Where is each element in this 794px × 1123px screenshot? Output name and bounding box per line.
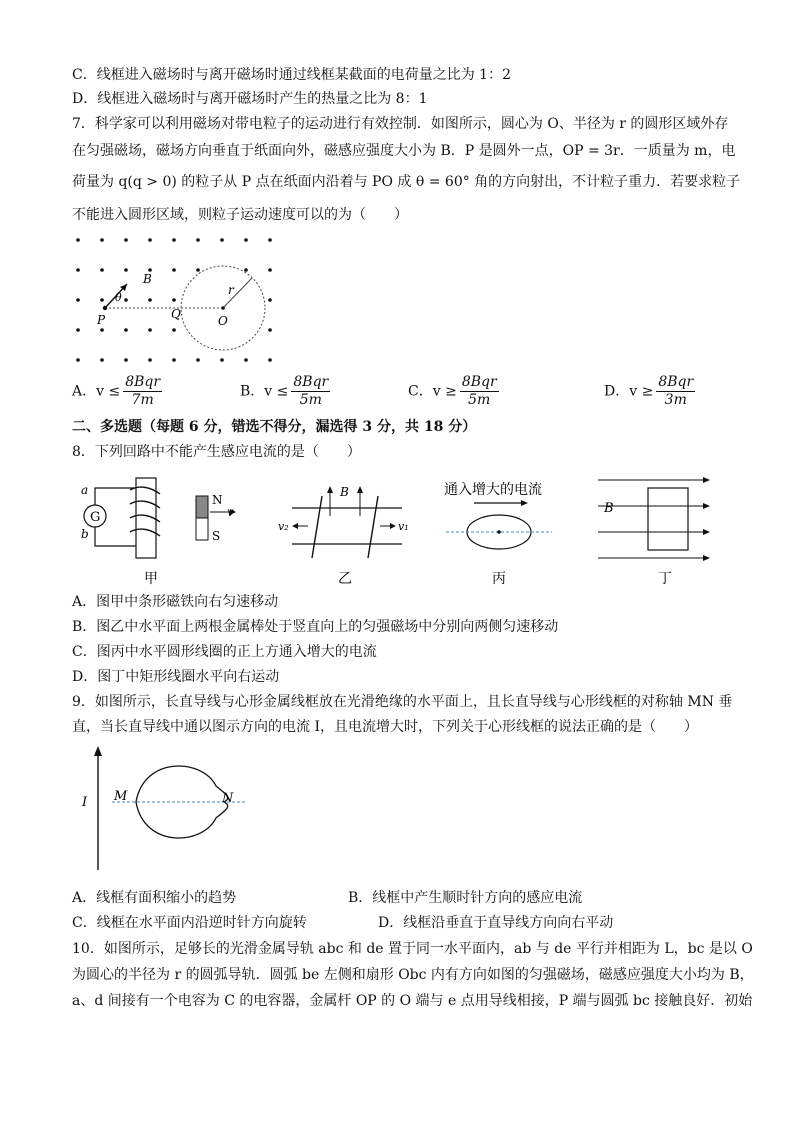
q9-option-c: C．线框在水平面内沿逆时针方向旋转 (72, 915, 307, 931)
label-P: P (97, 313, 106, 327)
label-N: N (212, 493, 223, 507)
field-dot (172, 268, 176, 272)
q10-stem-line2: 为圆心的半径为 r 的圆弧导轨．圆弧 be 左侧和扇形 Obc 内有方向如图的匀强磁场，磁感应强度大小均为 B， (72, 967, 754, 983)
q6-option-d: D．线框进入磁场时与离开磁场时产生的热量之比为 8：1 (72, 91, 428, 107)
figure-bing (444, 481, 552, 587)
q9-option-a: A．线框有面积缩小的趋势 (72, 890, 237, 906)
label-theta: θ (115, 291, 122, 304)
field-dot (148, 238, 152, 242)
field-dot (268, 268, 272, 272)
q7-c-num: 8Bqr (461, 374, 497, 390)
label-b: b (81, 527, 89, 541)
field-dot (172, 298, 176, 302)
field-dot (124, 268, 128, 272)
field-dot (124, 358, 128, 362)
field-dot (100, 328, 104, 332)
figure-yi (278, 485, 409, 587)
q7-stem-line2: 在匀强磁场，磁场方向垂直于纸面向外，磁感应强度大小为 B．P 是圆外一点，OP = 3r．一质量为 m，电 (72, 143, 736, 159)
current-title: 通入增大的电流 (444, 482, 542, 498)
label-O: O (218, 314, 228, 328)
caption-ding: 丁 (658, 571, 672, 587)
q7-stem-line3: 荷量为 q(q > 0) 的粒子从 P 点在纸面内沿着与 PO 成 θ = 60° 角的方向射出，不计粒子重力．若要求粒子 (72, 174, 741, 190)
field-dot (76, 328, 80, 332)
q7-stem-line4: 不能进入圆形区域，则粒子运动速度可以的为（ ） (72, 207, 408, 223)
field-dot (268, 298, 272, 302)
q7-figure (70, 228, 290, 368)
field-dot (100, 298, 104, 302)
q9-option-b: B．线框中产生顺时针方向的感应电流 (348, 890, 583, 906)
q7-a-den: 7m (131, 392, 154, 408)
field-dot (124, 328, 128, 332)
q8-option-b: B．图乙中水平面上两根金属棒处于竖直向上的匀强磁场中分别向两侧匀速移动 (72, 619, 559, 635)
q7-stem-line1: 7．科学家可以利用磁场对带电粒子的运动进行有效控制．如图所示，圆心为 O、半径为 r 的圆形区域外存 (72, 116, 729, 132)
caption-bing: 丙 (492, 571, 506, 587)
q7-d-num: 8Bqr (658, 374, 694, 390)
q7-option-b (240, 374, 330, 409)
q8-option-a: A．图甲中条形磁铁向右匀速移动 (72, 594, 279, 610)
field-dot (172, 358, 176, 362)
q10-stem-line3: a、d 间接有一个电容为 C 的电容器，金属杆 OP 的 O 端与 e 点用导线相接，P 端与圆弧 bc 接触良好．初始 (72, 993, 753, 1009)
q7-d-den: 3m (664, 392, 687, 408)
q7-b-den: 5m (299, 392, 322, 408)
galvanometer-label: G (90, 510, 101, 525)
field-dot (76, 298, 80, 302)
q8-option-d: D．图丁中矩形线圈水平向右运动 (72, 669, 280, 685)
label-B: B (604, 501, 614, 516)
label-r: r (228, 283, 234, 297)
field-dot (124, 298, 128, 302)
section-heading: 二、多选题（每题 6 分，错选不得分，漏选得 3 分，共 18 分） (72, 419, 477, 435)
field-dot (76, 358, 80, 362)
figure-ding (598, 477, 710, 587)
field-dot (124, 238, 128, 242)
field-dot (148, 328, 152, 332)
q7-c-den: 5m (468, 392, 491, 408)
field-dot (172, 328, 176, 332)
field-dot (100, 268, 104, 272)
field-dot (76, 268, 80, 272)
field-dot (268, 358, 272, 362)
q7-c-prefix: C．v ≥ (408, 383, 457, 400)
q7-option-a (72, 374, 162, 409)
field-dot (100, 238, 104, 242)
q7-option-c (408, 374, 499, 409)
label-v2: v₂ (278, 520, 289, 533)
figure-jia (81, 478, 236, 587)
field-dot (220, 358, 224, 362)
field-dot (148, 358, 152, 362)
q10-stem-line1: 10．如图所示，足够长的光滑金属导轨 abc 和 de 置于同一水平面内，ab 与 de 平行并相距为 L，bc 是以 O (72, 941, 753, 957)
label-v1: v₁ (398, 520, 409, 533)
field-dot (220, 238, 224, 242)
q9-stem-line1: 9．如图所示，长直导线与心形金属线框放在光滑绝缘的水平面上，且长直导线与心形线框的对称轴 MN 垂 (72, 694, 733, 710)
caption-yi: 乙 (338, 571, 352, 587)
label-v: v (227, 505, 234, 519)
field-dot (172, 238, 176, 242)
q9-stem-line2: 直，当长直导线中通以图示方向的电流 I，且电流增大时，下列关于心形线框的说法正确的是（ ） (72, 719, 698, 735)
field-dot (244, 358, 248, 362)
q7-option-d (604, 374, 695, 409)
field-dot (268, 238, 272, 242)
q9-option-d: D．线框沿垂直于直导线方向向右平动 (378, 915, 614, 931)
label-N: N (222, 791, 234, 806)
label-I: I (82, 795, 88, 810)
label-B: B (143, 272, 152, 286)
field-dot (196, 358, 200, 362)
q9-figure (74, 738, 264, 874)
q8-option-c: C．图丙中水平圆形线圈的正上方通入增大的电流 (72, 644, 377, 660)
q7-b-prefix: B．v ≤ (240, 383, 289, 400)
q7-a-num: 8Bqr (125, 374, 161, 390)
field-dot (196, 238, 200, 242)
field-dot (196, 268, 200, 272)
q8-figures (74, 466, 724, 590)
field-dot (244, 238, 248, 242)
q7-a-prefix: A．v ≤ (72, 383, 121, 400)
field-dot (76, 238, 80, 242)
caption-jia: 甲 (144, 571, 158, 587)
q7-d-prefix: D．v ≥ (604, 383, 654, 400)
label-S: S (212, 529, 221, 543)
field-dot (244, 268, 248, 272)
field-dot (148, 298, 152, 302)
label-B: B (340, 485, 349, 499)
field-dot (268, 328, 272, 332)
label-a: a (81, 483, 89, 497)
label-M: M (114, 789, 128, 804)
label-Q: Q (171, 307, 181, 321)
q8-stem: 8．下列回路中不能产生感应电流的是（ ） (72, 444, 361, 460)
field-dot (100, 358, 104, 362)
q6-option-c: C．线框进入磁场时与离开磁场时通过线框某截面的电荷量之比为 1：2 (72, 67, 511, 83)
q7-b-num: 8Bqr (293, 374, 329, 390)
